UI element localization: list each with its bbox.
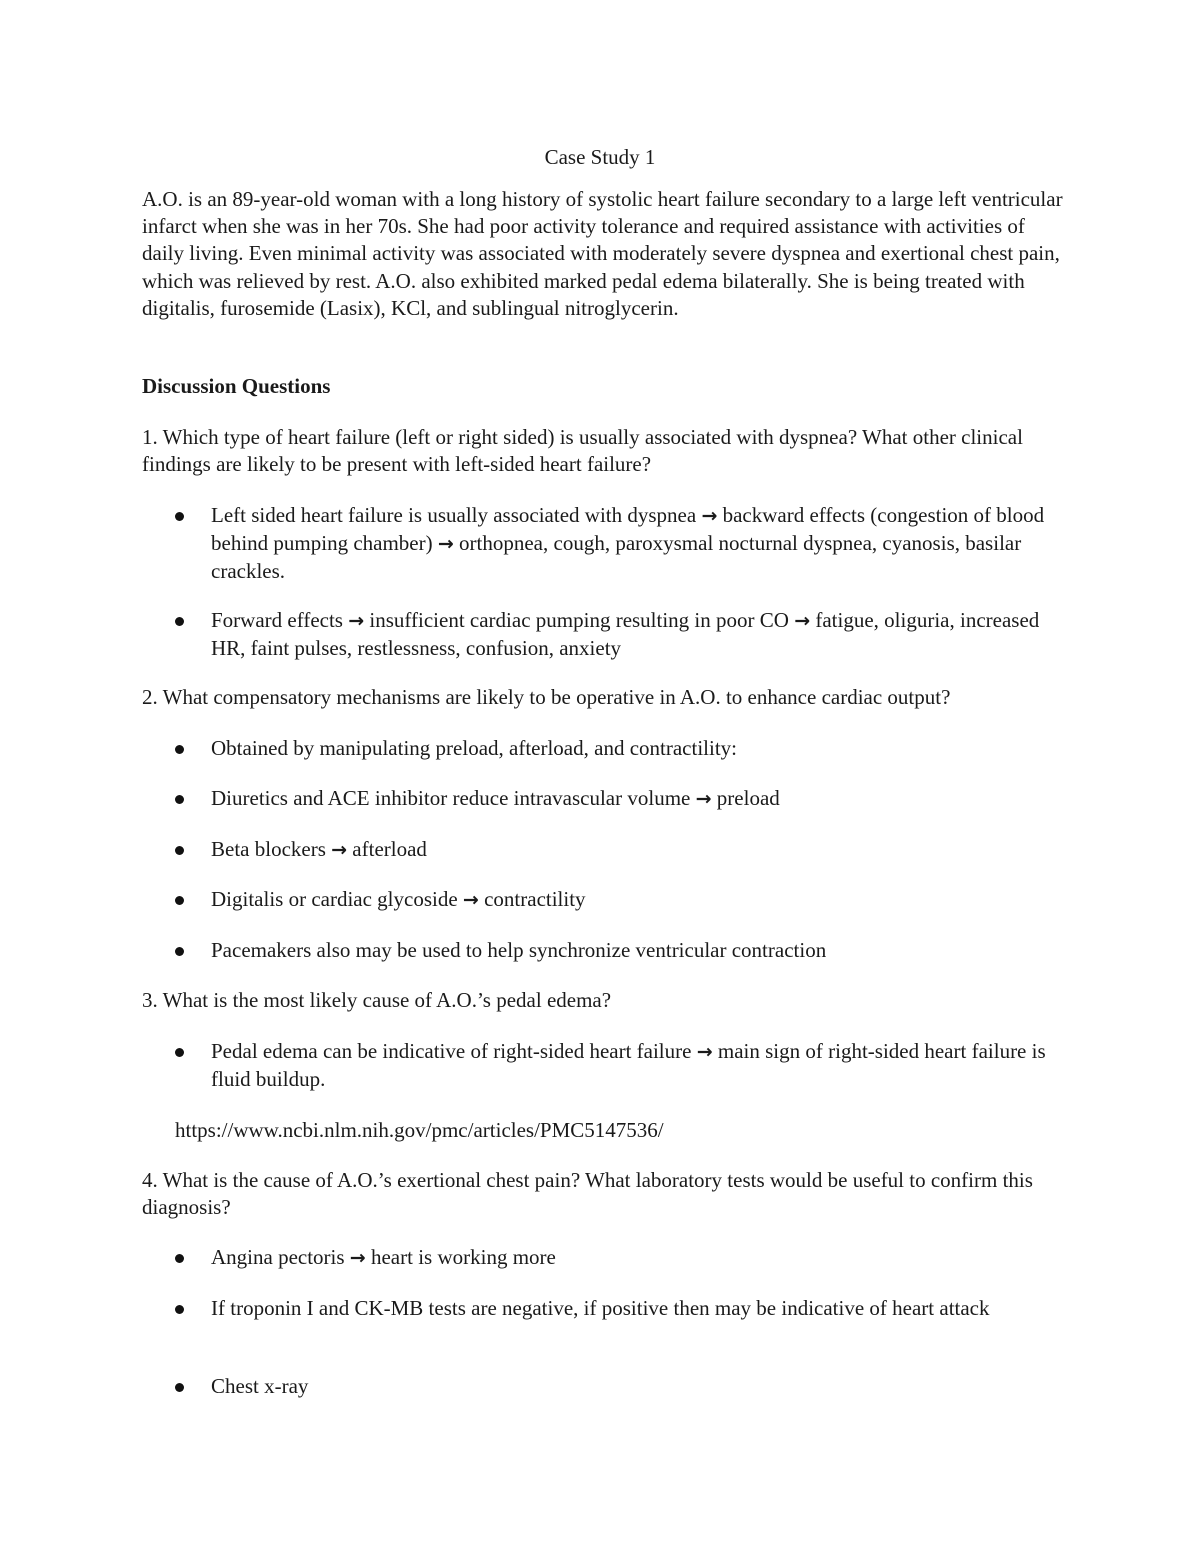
- list-item: [142, 886, 1072, 914]
- list-item-text: [211, 785, 1072, 813]
- reference-link[interactable]: https://www.ncbi.nlm.nih.gov/pmc/articles/PMC5147536/: [175, 1118, 664, 1142]
- list-item-segment: main sign of right-sided heart failure is fluid buildup.: [211, 1039, 1046, 1092]
- list-item: [142, 1373, 1072, 1400]
- list-item-segment: insufficient cardiac pumping resulting in poor CO: [364, 608, 795, 632]
- bullet-icon: [175, 512, 184, 521]
- bullet-icon: [175, 795, 184, 804]
- list-item-segment: If troponin I and CK-MB tests are negative, if positive then may be indicative of heart attack: [211, 1296, 990, 1320]
- list-item: [142, 735, 1072, 762]
- list-item-text: [211, 502, 1072, 586]
- list-item-text: [211, 1295, 1072, 1322]
- arrow-right-icon: →: [349, 1247, 366, 1269]
- list-item-segment: Obtained by manipulating preload, afterload, and contractility:: [211, 736, 737, 760]
- list-item-text: [211, 1038, 1072, 1093]
- arrow-right-icon: →: [794, 610, 811, 632]
- question-1: 1. Which type of heart failure (left or right sided) is usually associated with dyspnea? What other clinical findings are likely to be present with left-sided heart failure?: [142, 425, 1023, 477]
- bullet-icon: [175, 1305, 184, 1314]
- bullet-icon: [175, 947, 184, 956]
- list-item: [142, 937, 1072, 964]
- list-item: [142, 1244, 1072, 1272]
- list-item-segment: orthopnea, cough, paroxysmal nocturnal dyspnea, cyanosis, basilar crackles.: [211, 531, 1022, 584]
- list-item: [142, 1295, 1072, 1322]
- list-item-text: [211, 735, 1072, 762]
- list-item-segment: afterload: [347, 837, 427, 861]
- arrow-right-icon: →: [348, 610, 365, 632]
- arrow-right-icon: →: [695, 788, 712, 810]
- bullet-icon: [175, 896, 184, 905]
- list-item-text: [211, 836, 1072, 864]
- list-item-segment: backward effects (congestion of blood behind pumping chamber): [211, 503, 1045, 556]
- list-item: [142, 607, 1072, 662]
- bullet-icon: [175, 1383, 184, 1392]
- bullet-icon: [175, 1254, 184, 1263]
- list-item-segment: Diuretics and ACE inhibitor reduce intravascular volume: [211, 786, 696, 810]
- arrow-right-icon: →: [696, 1041, 713, 1063]
- arrow-right-icon: →: [331, 839, 348, 861]
- arrow-right-icon: →: [701, 505, 718, 527]
- list-item-text: [211, 937, 1072, 964]
- arrow-right-icon: →: [437, 533, 454, 556]
- bullet-icon: [175, 745, 184, 754]
- list-item-segment: Digitalis or cardiac glycoside: [211, 887, 463, 911]
- list-item-text: [211, 607, 1072, 662]
- list-item-segment: preload: [711, 786, 780, 810]
- list-item: [142, 836, 1072, 864]
- list-item-segment: Pedal edema can be indicative of right-sided heart failure: [211, 1039, 697, 1063]
- document-title: Case Study 1: [544, 145, 656, 169]
- list-item-text: [211, 1244, 1072, 1272]
- bullet-icon: [175, 1048, 184, 1057]
- list-item: [142, 785, 1072, 813]
- list-item-text: [211, 1373, 1072, 1400]
- list-item-segment: contractility: [478, 887, 586, 911]
- arrow-right-icon: →: [462, 889, 479, 911]
- question-3: 3. What is the most likely cause of A.O.’s pedal edema?: [142, 988, 612, 1012]
- list-item-text: [211, 886, 1072, 914]
- question-4: 4. What is the cause of A.O.’s exertional chest pain? What laboratory tests would be useful to confirm this diagnosis?: [142, 1168, 1033, 1220]
- list-item-segment: Beta blockers: [211, 837, 332, 861]
- list-item: [142, 502, 1072, 586]
- section-heading: Discussion Questions: [142, 374, 331, 398]
- list-item-segment: Angina pectoris: [211, 1245, 350, 1269]
- bullet-icon: [175, 617, 184, 626]
- list-item: [142, 1038, 1072, 1093]
- list-item-segment: Pacemakers also may be used to help synchronize ventricular contraction: [211, 938, 827, 962]
- question-2: 2. What compensatory mechanisms are likely to be operative in A.O. to enhance cardiac output?: [142, 685, 951, 709]
- list-item-segment: heart is working more: [365, 1245, 556, 1269]
- list-item-segment: Chest x-ray: [211, 1374, 309, 1398]
- bullet-icon: [175, 846, 184, 855]
- list-item-segment: fatigue, oliguria, increased HR, faint pulses, restlessness, confusion, anxiety: [211, 608, 1040, 661]
- case-intro-paragraph: A.O. is an 89-year-old woman with a long history of systolic heart failure secondary to a large left ventricular infarct when she was in her 70s. She had poor activity tolerance and required assistance with activities of daily living. Even minimal activity was associated with moderately severe dyspnea and exertional chest pain, which was relieved by rest. A.O. also exhibited marked pedal edema bilaterally. She is being treated with digitalis, furosemide (Lasix), KCl, and sublingual nitroglycerin.: [142, 187, 1063, 320]
- list-item-segment: Left sided heart failure is usually associated with dyspnea: [211, 503, 702, 527]
- list-item-segment: Forward effects: [211, 608, 349, 632]
